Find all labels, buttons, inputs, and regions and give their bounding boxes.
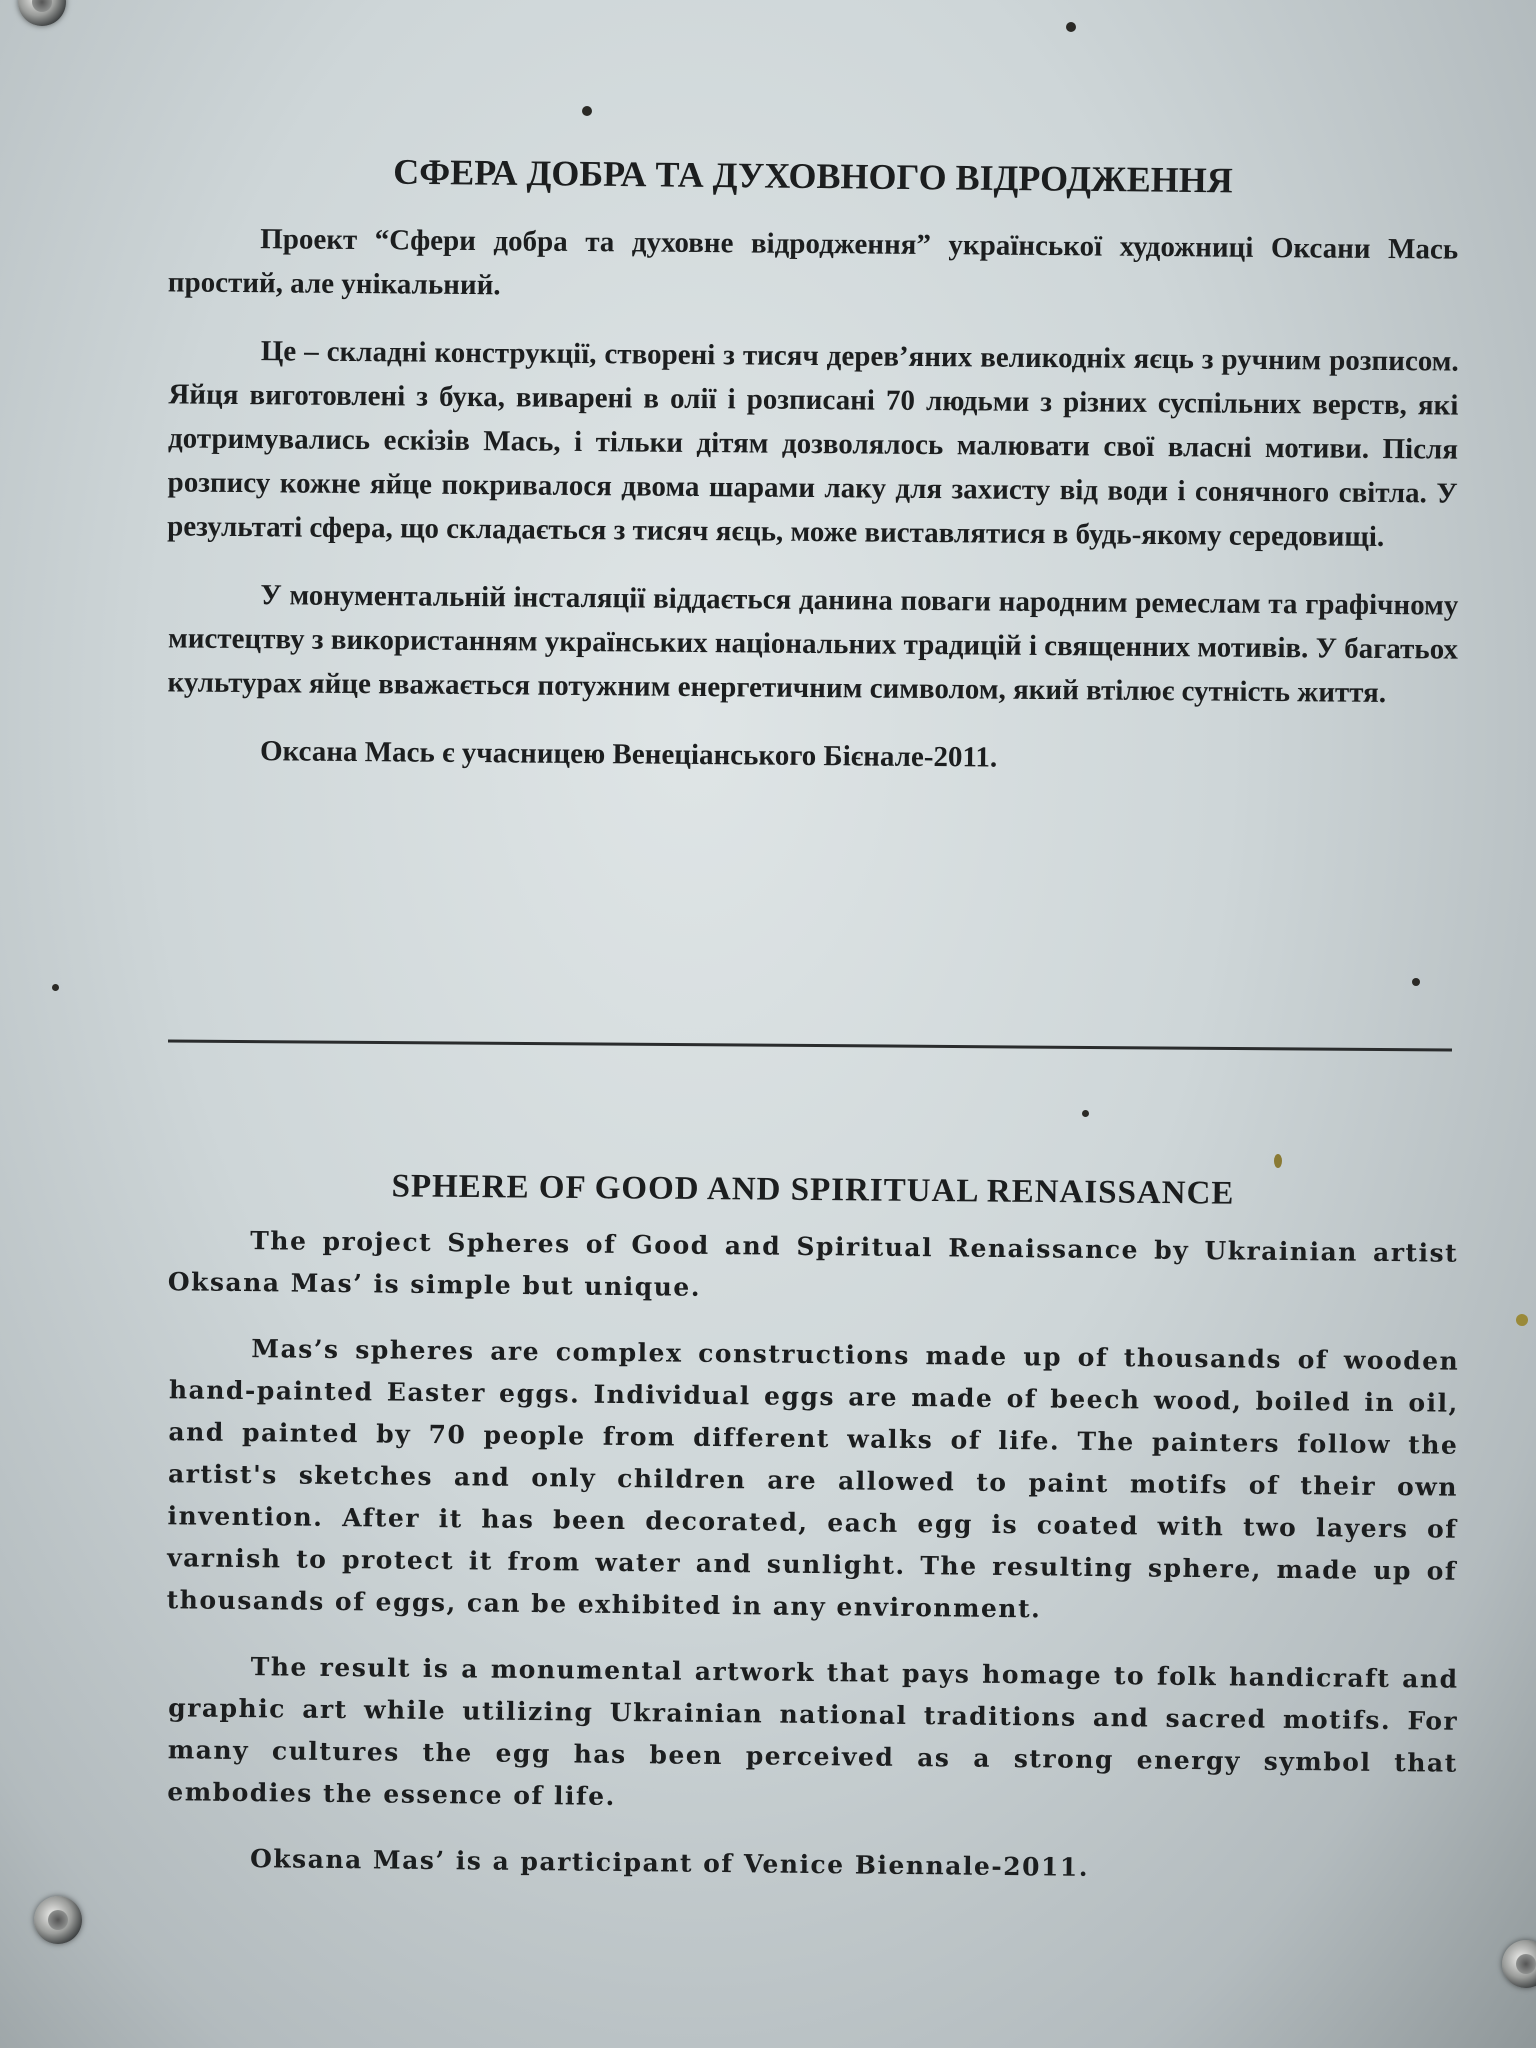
english-paragraph-2: Mas’s spheres are complex constructions made up of thousands of wooden hand-painted Easter eggs. Individual eggs are made of beech wood, boiled in oil, and painted by 70 people from different walks of life. The painters follow the artist's sketches and only children are allowed to paint motifs of their own invention. After it has been decorated, each egg is coated with two layers of varnish to protect it from water and sunlight. The resulting sphere, made up of thousands of eggs, can be exhibited in any environment. bbox=[166, 1334, 1460, 1624]
dirt-speck bbox=[1274, 1154, 1282, 1168]
ukrainian-title: СФЕРА ДОБРА ТА ДУХОВНОГО ВІДРОДЖЕННЯ bbox=[393, 151, 1233, 201]
dirt-speck bbox=[1412, 978, 1420, 986]
english-paragraph-1: The project Spheres of Good and Spiritual Renaissance by Ukrainian artist Oksana Mas’ is simple but unique. bbox=[167, 1226, 1459, 1302]
ukrainian-paragraph-3: У монументальній інсталяції віддається данина поваги народним ремеслам та графічному мистецтву з використанням українських національних традицій і священних мотивів. У багатьох культурах яйце вважається потужним енергетичним символом, який втілює сутність життя. bbox=[167, 579, 1459, 710]
screw-bottom-left bbox=[34, 1896, 82, 1944]
dirt-speck bbox=[52, 984, 59, 991]
screw-top-left bbox=[18, 0, 66, 26]
dirt-speck bbox=[1082, 1110, 1089, 1117]
english-paragraph-4: Oksana Mas’ is a participant of Venice Biennale-2011. bbox=[249, 1844, 1090, 1882]
english-paragraph-3: The result is a monumental artwork that pays homage to folk handicraft and graphic art while utilizing Ukrainian national traditions and sacred motifs. For many cultures the egg has been perceived as a strong energy symbol that embodies the essence of life. bbox=[167, 1652, 1459, 1811]
section-divider bbox=[168, 1040, 1452, 1052]
ukrainian-paragraph-4: Оксана Мась є учасницею Венеціанського Бієнале-2011. bbox=[259, 735, 998, 774]
ukrainian-body bbox=[168, 222, 1458, 802]
english-body bbox=[168, 1226, 1458, 1910]
english-title: SPHERE OF GOOD AND SPIRITUAL RENAISSANCE bbox=[391, 1168, 1235, 1212]
dirt-speck bbox=[1066, 22, 1076, 32]
ukrainian-paragraph-2: Це – складні конструкції, створені з тисяч дерев’яних великодніх яєць з ручним розписом. Яйця виготовлені з бука, виварені в олії і розписані 70 людьми з різних суспільних верств, які дотримувались ескізів Мась, і тільки дітям дозволялось малювати свої власні мотиви. Після розпису кожне яйце покривалося двома шарами лаку для захисту від води і сонячного світла. У результаті сфера, що складається з тисяч яєць, може виставлятися в будь-якому середовищі. bbox=[167, 335, 1459, 553]
dirt-speck bbox=[1516, 1314, 1528, 1326]
ukrainian-paragraph-1: Проект “Сфери добра та духовне відродження” української художниці Оксани Мась простий, але унікальний. bbox=[167, 223, 1459, 302]
screw-bottom-right bbox=[1502, 1940, 1536, 1988]
dirt-speck bbox=[582, 106, 592, 116]
